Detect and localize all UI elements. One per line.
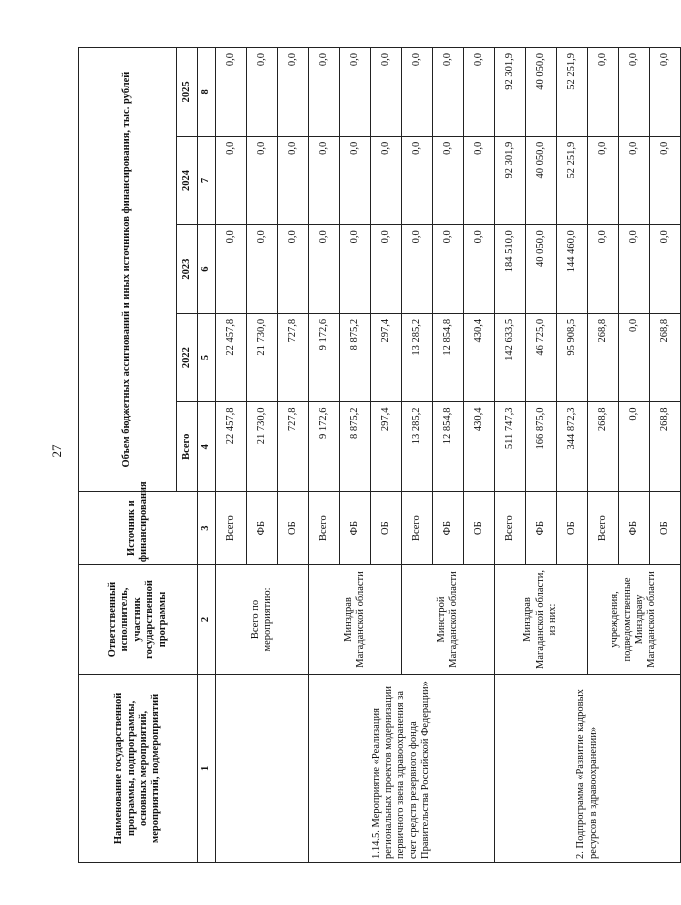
source-cell: ФБ — [619, 492, 650, 565]
value-cell: 0,0 — [433, 48, 464, 137]
value-cell: 268,8 — [588, 402, 619, 492]
value-cell: 40 050,0 — [526, 48, 557, 137]
source-cell: ФБ — [247, 492, 278, 565]
value-cell: 22 457,8 — [216, 313, 247, 402]
value-cell: 0,0 — [588, 48, 619, 137]
source-cell: ОБ — [278, 492, 309, 565]
value-cell: 0,0 — [247, 225, 278, 314]
header-executor-col: Ответственный исполнитель, участник государственной программы — [79, 565, 198, 675]
value-cell: 297,4 — [371, 313, 402, 402]
source-cell: Всего — [588, 492, 619, 565]
value-cell: 92 301,9 — [495, 48, 526, 137]
header-funding-col: Объем бюджетных ассигнований и иных источников финансирования, тыс. рублей — [79, 48, 177, 492]
value-cell: 0,0 — [619, 225, 650, 314]
value-cell: 268,8 — [650, 402, 681, 492]
value-cell: 0,0 — [340, 136, 371, 225]
value-cell: 0,0 — [650, 225, 681, 314]
value-cell: 0,0 — [588, 136, 619, 225]
source-cell: ОБ — [650, 492, 681, 565]
value-cell: 511 747,3 — [495, 402, 526, 492]
col-index: 6 — [198, 225, 216, 314]
value-cell: 0,0 — [433, 225, 464, 314]
value-cell: 0,0 — [402, 136, 433, 225]
col-index: 5 — [198, 313, 216, 402]
value-cell: 0,0 — [216, 48, 247, 137]
source-cell: ОБ — [557, 492, 588, 565]
value-cell: 9 172,6 — [309, 313, 340, 402]
value-cell: 0,0 — [464, 136, 495, 225]
value-cell: 0,0 — [216, 136, 247, 225]
year-2023: 2023 — [177, 225, 198, 314]
value-cell: 46 725,0 — [526, 313, 557, 402]
source-cell: ФБ — [433, 492, 464, 565]
col-index: 1 — [198, 674, 216, 862]
source-cell: ФБ — [340, 492, 371, 565]
source-cell: Всего — [402, 492, 433, 565]
value-cell: 430,4 — [464, 313, 495, 402]
executor-cell: Минздрав Магаданской области, из них: — [495, 565, 588, 675]
value-cell: 727,8 — [278, 313, 309, 402]
year-2022: 2022 — [177, 313, 198, 402]
value-cell: 142 633,5 — [495, 313, 526, 402]
value-cell: 0,0 — [247, 136, 278, 225]
col-index: 8 — [198, 48, 216, 137]
header-name-col: Наименование государственной программы, подпрограммы, основных мероприятий, мероприятий, подмероприятий — [79, 674, 198, 862]
executor-cell: учреждения, подведомственные Минздраву Магаданской области — [588, 565, 681, 675]
executor-cell: Всего по мероприятию: — [216, 565, 309, 675]
value-cell: 52 251,9 — [557, 48, 588, 137]
source-cell: Всего — [309, 492, 340, 565]
value-cell: 8 875,2 — [340, 313, 371, 402]
value-cell: 9 172,6 — [309, 402, 340, 492]
measure-name-cell: 1.14.5. Мероприятие «Реализация региональных проектов модернизации первичного звена здравоохранения за счет средств резервного фонда Правительства Российской Федерации» — [309, 674, 495, 862]
value-cell: 0,0 — [371, 136, 402, 225]
col-index: 4 — [198, 402, 216, 492]
value-cell: 0,0 — [619, 48, 650, 137]
value-cell: 144 460,0 — [557, 225, 588, 314]
value-cell: 0,0 — [619, 136, 650, 225]
value-cell: 22 457,8 — [216, 402, 247, 492]
column-index-row — [198, 48, 216, 863]
value-cell: 0,0 — [464, 48, 495, 137]
value-cell: 0,0 — [278, 48, 309, 137]
page-number: 27 — [49, 444, 64, 458]
value-cell: 13 285,2 — [402, 402, 433, 492]
value-cell: 184 510,0 — [495, 225, 526, 314]
value-cell: 430,4 — [464, 402, 495, 492]
year-2024: 2024 — [177, 136, 198, 225]
value-cell: 268,8 — [588, 313, 619, 402]
value-cell: 0,0 — [588, 225, 619, 314]
value-cell: 0,0 — [402, 48, 433, 137]
source-cell: ФБ — [526, 492, 557, 565]
executor-cell: Минздрав Магаданской области — [309, 565, 402, 675]
value-cell: 95 908,5 — [557, 313, 588, 402]
value-cell: 0,0 — [340, 225, 371, 314]
year-2025: 2025 — [177, 48, 198, 137]
source-cell: ОБ — [371, 492, 402, 565]
value-cell: 0,0 — [619, 402, 650, 492]
value-cell: 0,0 — [650, 48, 681, 137]
value-cell: 8 875,2 — [340, 402, 371, 492]
value-cell: 0,0 — [278, 136, 309, 225]
value-cell: 40 050,0 — [526, 225, 557, 314]
table-row — [309, 48, 340, 863]
col-index: 2 — [198, 565, 216, 675]
value-cell: 40 050,0 — [526, 136, 557, 225]
value-cell: 0,0 — [340, 48, 371, 137]
value-cell: 0,0 — [371, 225, 402, 314]
source-cell: ОБ — [464, 492, 495, 565]
value-cell: 0,0 — [371, 48, 402, 137]
value-cell: 0,0 — [402, 225, 433, 314]
value-cell: 0,0 — [464, 225, 495, 314]
year-total: Всего — [177, 402, 198, 492]
value-cell: 0,0 — [309, 136, 340, 225]
value-cell: 0,0 — [433, 136, 464, 225]
col-index: 7 — [198, 136, 216, 225]
col-index: 3 — [198, 492, 216, 565]
value-cell: 12 854,8 — [433, 402, 464, 492]
value-cell: 21 730,0 — [247, 313, 278, 402]
value-cell: 0,0 — [650, 136, 681, 225]
header-source-col: Источник и финансирования — [79, 492, 198, 565]
value-cell: 13 285,2 — [402, 313, 433, 402]
value-cell: 0,0 — [309, 48, 340, 137]
value-cell: 92 301,9 — [495, 136, 526, 225]
value-cell: 166 875,0 — [526, 402, 557, 492]
value-cell: 0,0 — [619, 313, 650, 402]
source-cell: Всего — [216, 492, 247, 565]
value-cell: 21 730,0 — [247, 402, 278, 492]
program-name-cell — [216, 674, 309, 862]
value-cell: 0,0 — [278, 225, 309, 314]
value-cell: 12 854,8 — [433, 313, 464, 402]
value-cell: 727,8 — [278, 402, 309, 492]
header-row — [79, 48, 177, 863]
value-cell: 0,0 — [216, 225, 247, 314]
value-cell: 268,8 — [650, 313, 681, 402]
value-cell: 52 251,9 — [557, 136, 588, 225]
subprogram-name-cell: 2. Подпрограмма «Развитие кадровых ресурсов в здравоохранении» — [495, 674, 681, 862]
value-cell: 297,4 — [371, 402, 402, 492]
source-cell: Всего — [495, 492, 526, 565]
value-cell: 0,0 — [309, 225, 340, 314]
value-cell: 344 872,3 — [557, 402, 588, 492]
rotated-table-wrapper — [78, 47, 670, 863]
table-row — [495, 48, 526, 863]
executor-cell: Минстрой Магаданской области — [402, 565, 495, 675]
financing-table — [78, 47, 681, 863]
value-cell: 0,0 — [247, 48, 278, 137]
table-row — [216, 48, 247, 863]
